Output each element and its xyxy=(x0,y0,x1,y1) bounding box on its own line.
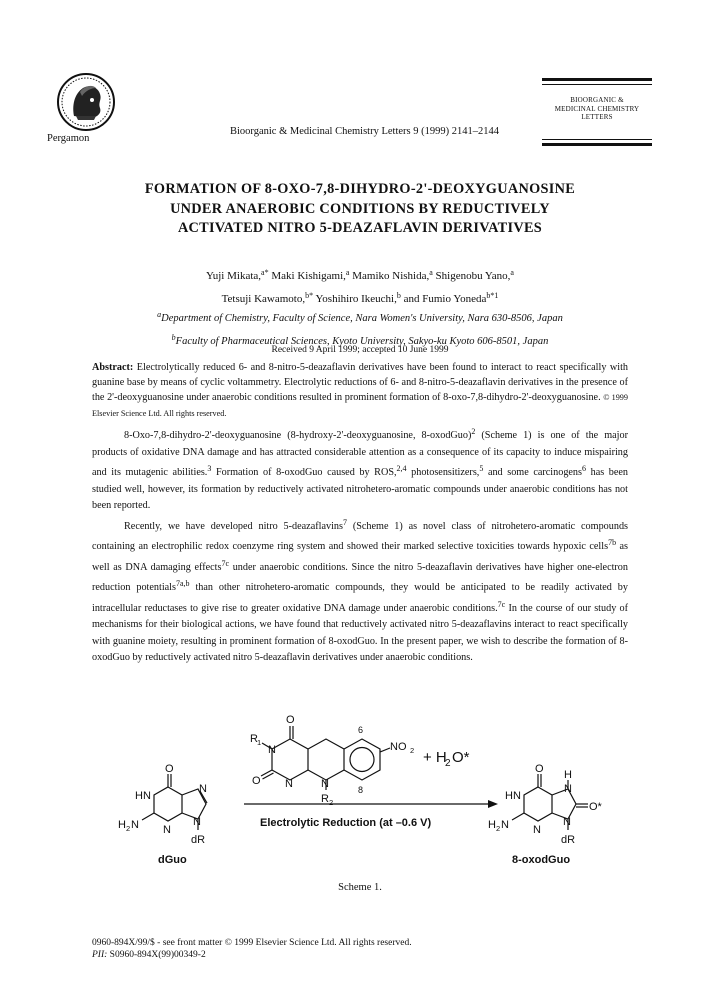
text-run: photosensitizers, xyxy=(406,467,480,478)
journal-rule xyxy=(542,78,652,81)
paragraph xyxy=(92,424,628,515)
citation-ref: 7 xyxy=(342,517,347,527)
atom-subscript: 1 xyxy=(257,738,262,747)
reaction-condition: Electrolytic Reduction (at –0.6 V) xyxy=(260,817,432,829)
atom-label: H xyxy=(488,819,496,831)
pii-label: PII: xyxy=(92,950,108,960)
citation-ref: 6 xyxy=(582,464,586,473)
journal-name-line: BIOORGANIC & xyxy=(570,96,624,104)
affiliation-text: Faculty of Pharmaceutical Sciences, Kyoto University, Sakyo-ku Kyoto 606-8501, Japan xyxy=(175,336,549,347)
title-line: UNDER ANAEROBIC CONDITIONS BY REDUCTIVELY xyxy=(170,200,550,217)
atom-label: R xyxy=(321,793,329,805)
text-run: under anaerobic conditions. Since the nitro 5-deazaflavin derivatives have higher one-electron reduction potentials xyxy=(92,561,628,593)
journal-rule xyxy=(542,139,652,140)
atom-label: N xyxy=(163,824,171,836)
journal-rule xyxy=(542,143,652,146)
text-run: as well as DNA damaging effects xyxy=(92,541,628,573)
reaction-scheme xyxy=(92,712,628,880)
scheme-caption: Scheme 1. xyxy=(338,882,382,893)
abstract xyxy=(92,360,628,421)
text-run: (Scheme 1) is one of the major products of oxidative DNA damage and has attracted considerable attention as a consequence of its capacity to induce mispairing and its mutagenic abilities. xyxy=(92,430,629,478)
abstract-copyright: © 1999 Elsevier Science Ltd. All rights reserved. xyxy=(92,393,628,418)
journal-name-line: MEDICINAL CHEMISTRY xyxy=(554,104,640,113)
citation-ref: 7c xyxy=(497,599,506,609)
atom-subscript: 2 xyxy=(410,746,415,755)
author-list xyxy=(60,263,660,309)
affiliation-mark: b xyxy=(171,333,176,342)
text-run: has been studied well, however, its formation by reductively activated nitrohetero-aromatic compounds under anaerobic conditions has not been reported. xyxy=(92,467,629,511)
author-name: Tetsuji Kawamoto, xyxy=(221,293,306,305)
atom-label: N xyxy=(564,783,572,795)
water-label: O* xyxy=(452,749,470,766)
atom-label: O xyxy=(535,763,544,775)
journal-name-line: LETTERS xyxy=(581,113,613,121)
atom-label: H xyxy=(118,819,126,831)
author-mark: a xyxy=(429,268,433,277)
atom-subscript: 2 xyxy=(496,824,501,833)
text-run: Recently, we have developed nitro 5-deazaflavins xyxy=(124,520,343,532)
affiliation-a xyxy=(60,305,660,328)
journal-citation: Bioorganic & Medicinal Chemistry Letters 9 (1999) 2141–2144 xyxy=(230,126,499,137)
compound-label-dguo: dGuo xyxy=(158,854,187,866)
abstract-text: Electrolytically reduced 6- and 8-nitro-5-deazaflavin derivatives have been found to interact to react specifically with guanine base by means of cyclic voltammetry. Electrolytic reductions of 6- and 8-nitro-5-deazaflavin derivatives in the presence of the 2'-deoxyguanosine under anaerobic conditions resulted in prominent formation of 8-oxo-7,8-dihydro-2'-deoxyguanosine. xyxy=(92,362,628,404)
arrow-head xyxy=(488,800,498,808)
atom-label: N xyxy=(131,819,139,831)
author-name: Mamiko Nishida, xyxy=(349,270,430,282)
scheme-drawing xyxy=(92,712,628,880)
atom-label: N xyxy=(501,819,509,831)
atom-label: O xyxy=(165,763,174,775)
received-dates: Received 9 April 1999; accepted 10 June 1999 xyxy=(271,345,449,355)
pii-line xyxy=(92,949,412,961)
citation-ref: 5 xyxy=(479,464,484,473)
author-mark: a xyxy=(345,268,350,277)
citation-ref: 3 xyxy=(207,464,212,473)
pergamon-logo xyxy=(56,72,116,132)
author-name: Maki Kishigami, xyxy=(268,270,346,282)
atom-label: R xyxy=(250,733,258,745)
water-label: + H xyxy=(423,749,447,766)
author-line xyxy=(60,263,660,286)
atom-label: N xyxy=(268,744,276,756)
journal-name xyxy=(530,96,664,122)
author-name: Yuji Mikata, xyxy=(206,270,262,282)
title-line: FORMATION OF 8-OXO-7,8-DIHYDRO-2'-DEOXYGUANOSINE xyxy=(144,181,576,197)
citation-ref: 7b xyxy=(608,538,617,547)
body-text xyxy=(92,424,628,667)
author-mark: b xyxy=(396,291,401,300)
citation-ref: 7a,b xyxy=(175,579,190,588)
text-run: 8-Oxo-7,8-dihydro-2'-deoxyguanosine (8-hydroxy-2'-deoxyguanosine, 8-oxodGuo) xyxy=(124,430,472,441)
title-line: ACTIVATED NITRO 5-DEAZAFLAVIN DERIVATIVES xyxy=(177,220,543,236)
atom-label: O* xyxy=(589,801,602,813)
publisher-name: Pergamon xyxy=(47,133,90,144)
atom-label: O xyxy=(286,714,295,726)
text-run: In the course of our study of mechanisms for their biological actions, we have found that reductively activated nitro 5-deazaflavins interact to react specifically with guanine moiety, resulting in prominent formation of 8-oxodGuo. In the present paper, we wish to describe the formation of 8-oxodGuo by reductively activated nitro 5-deazaflavin derivatives under anaerobic conditions. xyxy=(92,602,629,663)
atom-label: O xyxy=(252,775,261,787)
position-label: 6 xyxy=(358,725,364,735)
paper-title xyxy=(60,180,660,239)
atom-label: H xyxy=(564,769,572,781)
compound-label-oxodguo: 8-oxodGuo xyxy=(512,854,571,866)
atom-subscript: 2 xyxy=(126,824,131,833)
author-name: Yoshihiro Ikeuchi, xyxy=(313,293,397,305)
text-run: Formation of 8-oxodGuo caused by ROS, xyxy=(211,467,397,478)
atom-label: N xyxy=(193,816,201,828)
text-run: and some carcinogens xyxy=(483,467,582,478)
affiliation-mark: a xyxy=(157,310,162,319)
author-mark: b* xyxy=(305,291,314,300)
atom-label: N xyxy=(285,778,293,790)
footer xyxy=(92,937,412,961)
nitro-label: NO xyxy=(390,741,407,753)
copyright-line: 0960-894X/99/$ - see front matter © 1999 Elsevier Science Ltd. All rights reserved. xyxy=(92,938,412,948)
citation-ref: 2,4 xyxy=(396,464,407,473)
author-mark: b*1 xyxy=(486,291,499,300)
affiliation-text: Department of Chemistry, Faculty of Science, Nara Women's University, Nara 630-8506, Japan xyxy=(161,313,563,324)
pii-value: S0960-894X(99)00349-2 xyxy=(107,950,206,960)
journal-rule xyxy=(542,84,652,85)
author-name: Shigenobu Yano, xyxy=(432,270,511,282)
author-mark: a* xyxy=(261,268,269,277)
abstract-heading: Abstract: xyxy=(92,362,134,373)
text-run: (Scheme 1) as novel class of nitrohetero-aromatic compounds containing an electrophilic redox coenzyme ring system and showed their marked selective toxicities towards hypoxic cells xyxy=(92,520,629,552)
paragraph xyxy=(92,515,628,667)
atom-label: N xyxy=(199,783,207,795)
atom-label: N xyxy=(563,816,571,828)
atom-label: dR xyxy=(561,834,576,846)
atom-label: N xyxy=(321,778,329,790)
water-subscript: 2 xyxy=(445,758,451,769)
author-mark: a xyxy=(510,268,514,277)
author-name: and Fumio Yoneda xyxy=(400,293,487,305)
atom-label: HN xyxy=(505,790,521,802)
atom-label: dR xyxy=(191,834,206,846)
atom-label: HN xyxy=(135,790,151,802)
citation-ref: 7c xyxy=(221,558,229,568)
atom-label: N xyxy=(533,824,541,836)
text-run: than other nitrohetero-aromatic compounds, they would be anticipated to be readily activated by intracellular reductases to give rise to greater oxidative DNA damage under anaerobic conditions. xyxy=(92,582,628,614)
atom-subscript: 2 xyxy=(329,798,334,807)
citation-ref: 2 xyxy=(471,427,476,436)
position-label: 8 xyxy=(358,785,364,795)
